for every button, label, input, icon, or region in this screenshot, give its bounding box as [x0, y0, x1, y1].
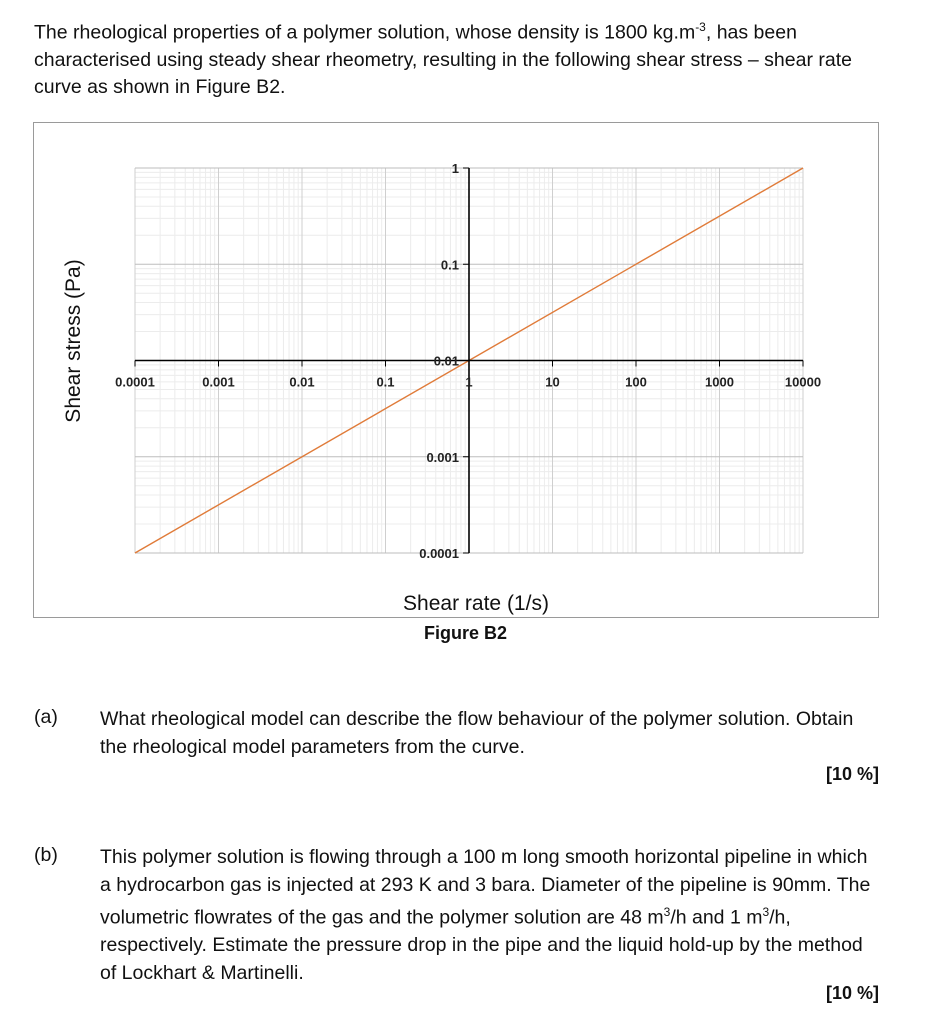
- question-b-sup-1: 3: [663, 905, 671, 919]
- x-tick-label: 0.0001: [115, 374, 155, 390]
- question-a-text: What rheological model can describe the flow behaviour of the polymer solution. Obtain the rheological model parameters from the curve.: [100, 708, 854, 758]
- x-axis-label: Shear rate (1/s): [403, 592, 549, 615]
- x-tick-label: 10: [545, 374, 560, 390]
- x-tick-label: 1: [465, 374, 473, 390]
- question-b-sup-2: 3: [762, 905, 770, 919]
- question-a-letter: (a): [34, 706, 58, 728]
- density-exponent: -3: [695, 20, 706, 34]
- intro-paragraph: [34, 14, 894, 101]
- question-b-marks: [10 %]: [825, 983, 879, 1003]
- x-tick-label: 10000: [784, 374, 822, 390]
- x-tick-label: 0.01: [289, 374, 315, 390]
- x-tick-label: 0.001: [202, 374, 235, 390]
- question-a-marks: [10 %]: [825, 764, 879, 784]
- y-tick-label: 0.0001: [419, 546, 459, 561]
- y-tick-label: 0.001: [426, 449, 459, 465]
- question-b-letter: (b): [34, 844, 58, 866]
- x-tick-label: 0.1: [376, 374, 395, 390]
- intro-text-2: , has been characterised using steady shear rheometry, resulting in the following shear stress – shear rate curve as shown in Figure B2.: [34, 21, 852, 98]
- question-b-text: [100, 844, 880, 987]
- figure-b2-box: [33, 122, 879, 618]
- intro-text-1: The rheological properties of a polymer solution, whose density is 1800 kg.m: [34, 21, 696, 44]
- y-tick-label: 1: [451, 161, 459, 176]
- question-b-text-3: /h, respectively. Estimate the pressure drop in the pipe and the liquid hold-up by the method of Lockhart & Martinelli.: [100, 906, 863, 984]
- y-axis-label: Shear stress (Pa): [62, 259, 85, 423]
- x-tick-label: 1000: [705, 374, 734, 390]
- shear-rate-chart: [34, 123, 880, 619]
- question-b-text-2: /h and 1 m: [670, 906, 763, 929]
- x-tick-label: 100: [625, 374, 647, 390]
- question-b-text-1: This polymer solution is flowing through a 100 m long smooth horizontal pipeline in which a hydrocarbon gas is injected at 293 K and 3 bara. Diameter of the pipeline is 90mm. The volumetric flowrates of the gas and the polymer solution are 48 m: [100, 846, 871, 929]
- figure-caption: Figure B2: [423, 623, 507, 643]
- y-tick-label: 0.01: [433, 353, 459, 369]
- y-tick-label: 0.1: [440, 257, 459, 273]
